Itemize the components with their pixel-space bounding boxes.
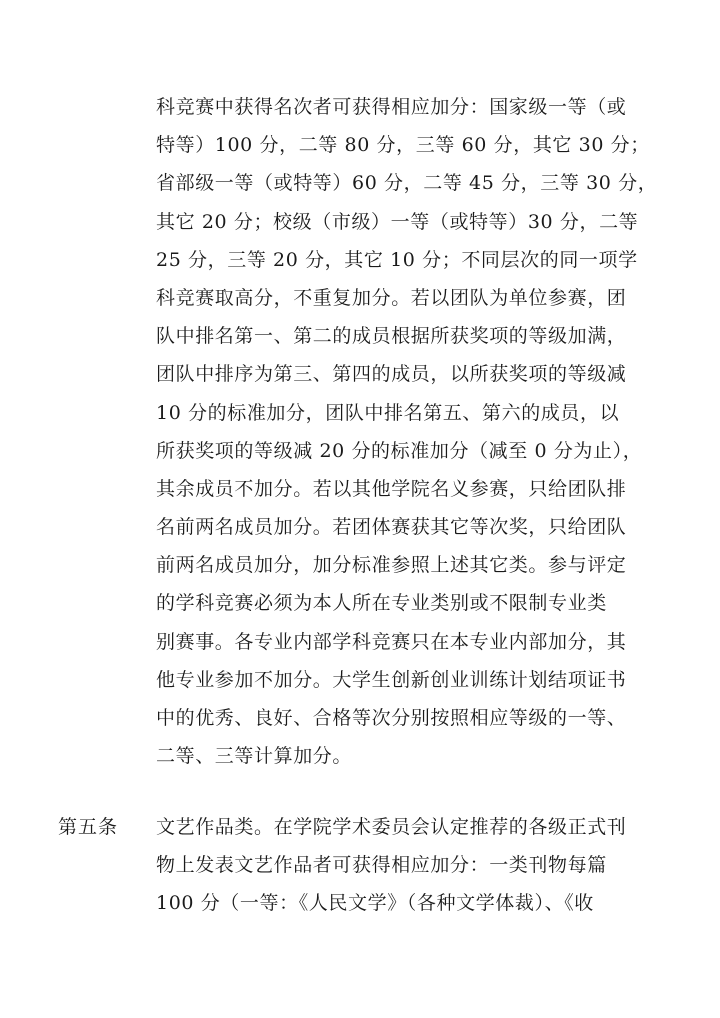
text-line: 其它 20 分；校级（市级）一等（或特等）30 分，二等	[156, 210, 639, 233]
text-line: 的学科竞赛必须为本人所在专业类别或不限制专业类	[156, 592, 607, 615]
text-line: 物上发表文艺作品者可获得相应加分：一类刊物每篇	[156, 854, 607, 877]
text-line: 100 分（一等：《人民文学》（各种文学体裁）、《收	[156, 892, 594, 915]
text-line: 队中排名第一、第二的成员根据所获奖项的等级加满，	[156, 325, 627, 348]
text-line: 省部级一等（或特等）60 分，二等 45 分，三等 30 分，	[156, 172, 658, 195]
text-line: 团队中排序为第三、第四的成员，以所获奖项的等级减	[156, 363, 627, 386]
text-line: 别赛事。各专业内部学科竞赛只在本专业内部加分，其	[156, 630, 627, 653]
text-line: 特等）100 分，二等 80 分，三等 60 分，其它 30 分；	[156, 134, 650, 157]
text-line: 其余成员不加分。若以其他学院名义参赛，只给团队排	[156, 477, 627, 500]
text-line: 科竞赛中获得名次者可获得相应加分：国家级一等（或	[156, 96, 627, 118]
text-line: 文艺作品类。在学院学术委员会认定推荐的各级正式刊	[156, 816, 627, 838]
text-line: 他专业参加不加分。大学生创新创业训练计划结项证书	[156, 668, 627, 691]
article-label: 第五条	[58, 816, 119, 838]
text-line: 前两名成员加分，加分标准参照上述其它类。参与评定	[156, 554, 627, 577]
paragraph-continuation	[156, 88, 658, 775]
text-line: 科竞赛取高分，不重复加分。若以团队为单位参赛，团	[156, 286, 627, 309]
text-line: 中的优秀、良好、合格等次分别按照相应等级的一等、	[156, 707, 627, 729]
text-line: 所获奖项的等级减 20 分的标准加分（减至 0 分为止），	[156, 439, 643, 462]
text-line: 名前两名成员加分。若团体赛获其它等次奖，只给团队	[156, 516, 627, 539]
text-line: 25 分，三等 20 分，其它 10 分；不同层次的同一项学	[156, 248, 638, 271]
text-line: 二等、三等计算加分。	[156, 745, 353, 768]
text-line: 10 分的标准加分，团队中排名第五、第六的成员，以	[156, 401, 620, 424]
article-body	[156, 808, 627, 923]
